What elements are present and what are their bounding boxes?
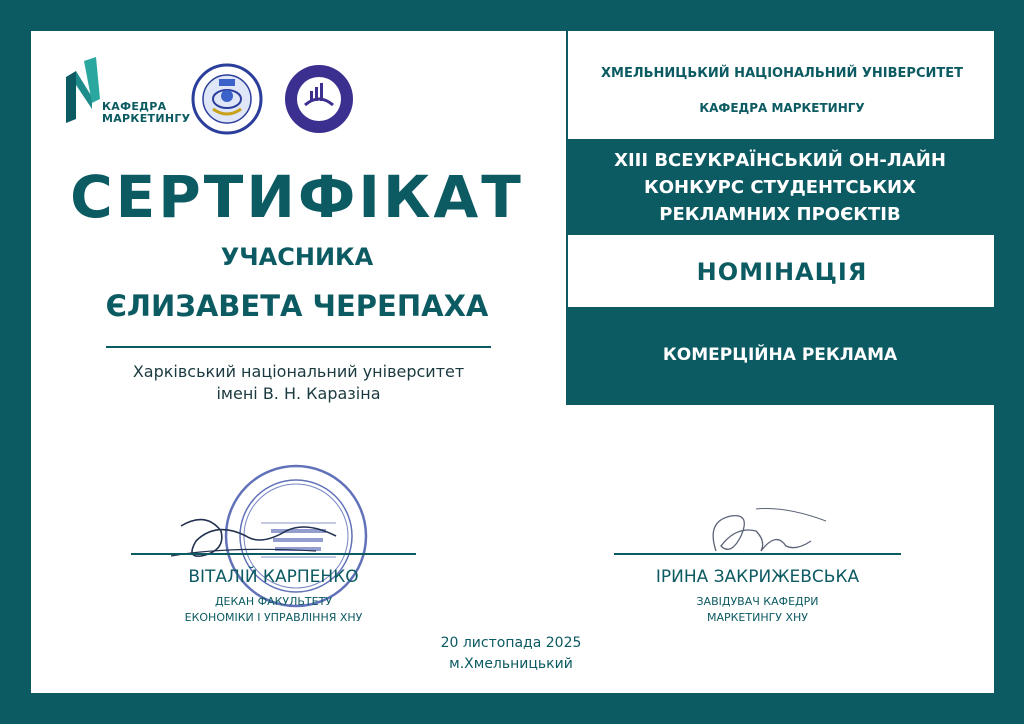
contest-title-band (566, 139, 994, 235)
logo-line-1: КАФЕДРА (102, 100, 167, 113)
contest-title (566, 147, 994, 228)
nomination-value: КОМЕРЦІЙНА РЕКЛАМА (662, 345, 898, 365)
right-signer-name: ІРИНА ЗАКРИЖЕВСЬКА (655, 567, 860, 587)
right-signer-position (614, 594, 901, 626)
issue-date-place (361, 633, 661, 675)
logo-line-2: МАРКЕТИНГУ (102, 112, 191, 125)
university-line-1: Харківський національний університет (132, 362, 465, 381)
contest-line-1: XIII ВСЕУКРАЇНСЬКИЙ ОН-ЛАЙН (614, 150, 946, 171)
right-signature-icon (696, 501, 836, 571)
nomination-label-box (566, 235, 996, 307)
left-signer-position (131, 594, 416, 626)
name-divider (106, 346, 491, 348)
participant-name: ЄЛИЗАВЕТА ЧЕРЕПАХА (105, 289, 489, 323)
issue-place: м.Хмельницький (449, 656, 573, 672)
kafedra-logo (66, 57, 196, 137)
nomination-label: НОМІНАЦІЯ (696, 258, 868, 286)
nomination-value-band (566, 307, 994, 405)
kafedra-logo-label (102, 101, 190, 125)
kafedra-logo-icon (66, 57, 100, 123)
participant-university (91, 361, 506, 405)
left-signature-line (131, 553, 416, 555)
certificate-sheet (31, 31, 994, 693)
right-signature-line (614, 553, 901, 555)
university-line-2: імені В. Н. Каразіна (216, 384, 381, 403)
organizer-department: КАФЕДРА МАРКЕТИНГУ (699, 101, 865, 115)
contest-line-3: РЕКЛАМНИХ ПРОЄКТІВ (659, 204, 901, 225)
right-position-line-2: МАРКЕТИНГУ ХНУ (706, 611, 809, 624)
left-signature-icon (166, 506, 366, 566)
issue-date: 20 листопада 2025 (440, 635, 582, 651)
left-position-line-1: ДЕКАН ФАКУЛЬТЕТУ (214, 595, 333, 608)
organizer-university: ХМЕЛЬНИЦЬКИЙ НАЦІОНАЛЬНИЙ УНІВЕРСИТЕТ (601, 66, 963, 81)
left-signer-name: ВІТАЛІЙ КАРПЕНКО (188, 567, 359, 587)
certificate-title: СЕРТИФІКАТ (70, 163, 524, 231)
left-position-line-2: ЕКОНОМІКИ І УПРАВЛІННЯ ХНУ (184, 611, 363, 624)
contest-line-2: КОНКУРС СТУДЕНТСЬКИХ (644, 177, 916, 198)
faculty-seal-icon (283, 63, 355, 135)
organizer-block (566, 31, 996, 139)
khnu-seal-icon (191, 63, 263, 135)
right-position-line-1: ЗАВІДУВАЧ КАФЕДРИ (696, 595, 819, 608)
certificate-subtitle: УЧАСНИКА (220, 243, 374, 271)
